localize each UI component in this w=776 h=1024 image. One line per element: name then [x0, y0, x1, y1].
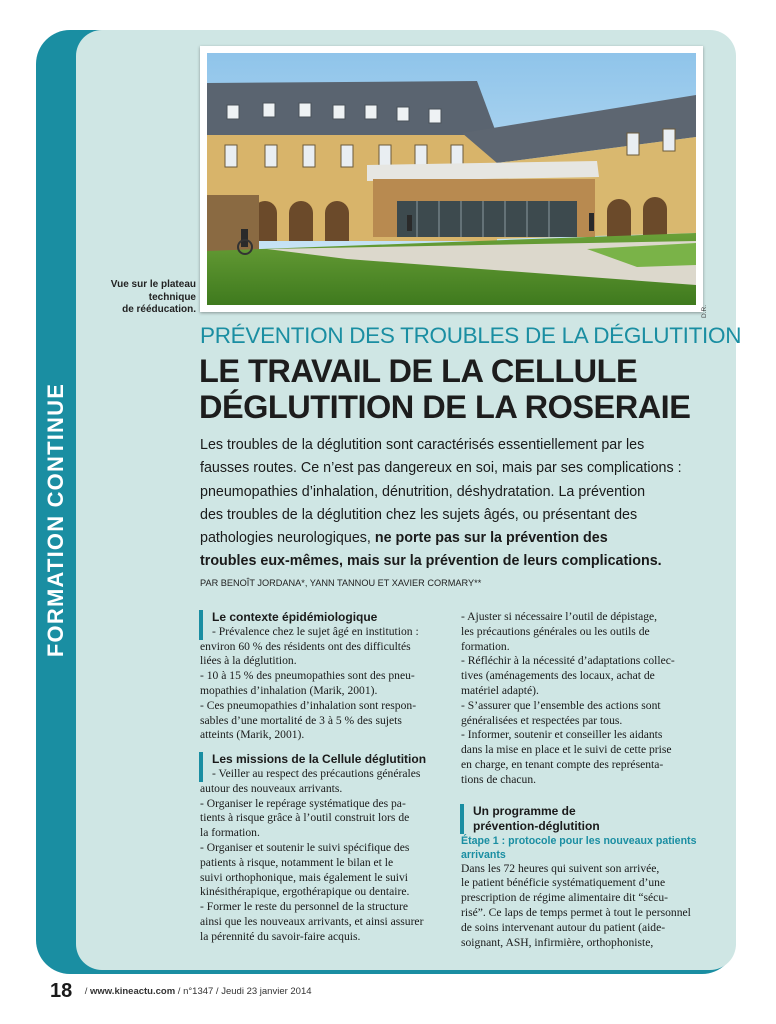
body-line: tions de chacun.	[461, 772, 537, 786]
section-marker	[199, 610, 203, 640]
body-line: - 10 à 15 % des pneumopathies sont des pneu-	[200, 669, 415, 683]
body-line: - Prévalence chez le sujet âgé en institution :	[212, 624, 419, 638]
standfirst-text: pathologies neurologiques,	[200, 530, 375, 547]
photo-caption-line: Vue sur le plateau	[110, 279, 196, 290]
section-programme	[461, 804, 709, 951]
body-line: tives (aménagements des locaux, achat de	[461, 669, 655, 683]
page-number: 18	[50, 980, 73, 1002]
standfirst-line: pneumopathies d’inhalation, dénutrition, déshydratation. La prévention	[200, 483, 646, 500]
byline: PAR BENOÎT JORDANA*, YANN TANNOU ET XAVIER CORMARY**	[200, 578, 482, 588]
body-line: - Ces pneumopathies d’inhalation sont respon-	[200, 698, 417, 712]
footer-site: www.kineactu.com	[89, 986, 176, 997]
body-line: - S’assurer que l’ensemble des actions sont	[461, 698, 661, 712]
step-heading: arrivants	[461, 848, 506, 861]
standfirst-line	[200, 550, 720, 573]
section-title: Le contexte épidémiologique	[212, 610, 378, 624]
standfirst-line: Les troubles de la déglutition sont caractérisés essentiellement par les	[200, 437, 645, 453]
body-line: sables d’une mortalité de 3 à 5 % des sujets	[200, 713, 402, 727]
body-line: - Ajuster si nécessaire l’outil de dépistage,	[461, 610, 658, 623]
rubric-label: FORMATION CONTINUE	[43, 382, 68, 658]
page-footer	[50, 980, 312, 1003]
standfirst-bold: ne porte pas sur la prévention des	[374, 530, 608, 547]
standfirst-bold: troubles eux-mêmes, mais sur la prévention de leurs complications.	[200, 553, 662, 570]
kicker: PRÉVENTION DES TROUBLES DE LA DÉGLUTITION	[200, 323, 742, 348]
section-title: prévention-déglutition	[473, 818, 600, 833]
footer-meta: / www.kineactu.com / n°1347 / Jeudi 23 janvier 2014	[84, 986, 312, 997]
body-line: Dans les 72 heures qui suivent son arrivée,	[461, 861, 660, 875]
section-marker	[460, 804, 464, 834]
body-line: matériel adapté).	[461, 683, 539, 697]
headline-line: DÉGLUTITION DE LA ROSERAIE	[199, 389, 691, 425]
body-line: liées à la déglutition.	[200, 654, 297, 668]
standfirst-line	[200, 527, 720, 550]
body-line: mopathies d’inhalation (Marik, 2001).	[200, 683, 378, 697]
body-line: patients à risque, notamment le bilan et le	[200, 855, 394, 869]
column-right	[461, 610, 709, 950]
body-line: tients à risque grâce à l’outil construit lors de	[200, 811, 410, 825]
standfirst-line: des troubles de la déglutition chez les sujets âgés, ou présentant des	[200, 506, 638, 523]
standfirst	[200, 434, 720, 574]
body-line: le patient bénéficie systématiquement d’une	[461, 876, 666, 890]
section-marker	[199, 752, 203, 782]
body-line: dans la mise en place et le suivi de cette prise	[461, 743, 672, 757]
body-line: de soins intervenant autour du patient (aide-	[461, 920, 666, 934]
body-line: suivi orthophonique, mais également le suivi	[200, 870, 409, 884]
body-line: la formation.	[200, 826, 260, 840]
body-line: autour des nouveaux arrivants.	[200, 781, 343, 795]
photo-caption	[90, 279, 196, 317]
section-title: Un programme de	[473, 803, 576, 818]
body-line: - Veiller au respect des précautions générales	[212, 766, 421, 780]
body-line: les précautions générales ou les outils de	[461, 624, 650, 638]
body-line: atteints (Marik, 2001).	[200, 728, 305, 742]
step-heading: Étape 1 : protocole pour les nouveaux patients	[461, 834, 697, 847]
body-line: kinésithérapique, ergothérapique ou dentaire.	[200, 885, 410, 899]
body-line: prescription de régime alimentaire dit “sécu-	[461, 891, 668, 905]
body-line: risé”. Ce laps de temps permet à tout le personnel	[461, 905, 691, 919]
headline-line: LE TRAVAIL DE LA CELLULE	[199, 353, 638, 389]
section-missions-continued	[461, 610, 709, 788]
building-photo	[200, 46, 703, 312]
footer-date: Jeudi 23 janvier 2014	[221, 986, 312, 997]
section-context	[200, 610, 448, 743]
building-illustration	[207, 53, 696, 305]
body-line: en charge, en tenant compte des représenta-	[461, 757, 664, 771]
body-line: - Organiser et soutenir le suivi spécifique des	[200, 840, 410, 854]
photo-credit: D.R.	[701, 305, 708, 318]
body-line: environ 60 % des résidents ont des difficultés	[200, 639, 411, 653]
body-line: généralisées et respectées par tous.	[461, 713, 623, 727]
body-line: formation.	[461, 639, 510, 653]
body-line: - Former le reste du personnel de la structure	[200, 900, 408, 914]
section-missions	[200, 752, 448, 944]
body-line: soignant, ASH, infirmière, orthophoniste,	[461, 935, 654, 949]
headline	[199, 353, 690, 425]
column-left	[200, 610, 448, 945]
body-line: - Organiser le repérage systématique des pa-	[200, 796, 406, 810]
photo-caption-line: technique	[148, 291, 196, 303]
body-line: ainsi que les nouveaux arrivants, et ainsi assurer	[200, 914, 424, 928]
footer-issue: n°1347	[183, 986, 214, 997]
body-line: - Réfléchir à la nécessité d’adaptations collec-	[461, 654, 675, 668]
photo-caption-line: de rééducation.	[122, 304, 196, 315]
body-line: la pérennité du savoir-faire acquis.	[200, 929, 361, 943]
rubric-vertical	[28, 375, 84, 665]
body-line: - Informer, soutenir et conseiller les aidants	[461, 728, 663, 742]
section-title: Les missions de la Cellule déglutition	[212, 752, 427, 767]
standfirst-line: fausses routes. Ce n’est pas dangereux en soi, mais par ses complications :	[200, 460, 682, 477]
